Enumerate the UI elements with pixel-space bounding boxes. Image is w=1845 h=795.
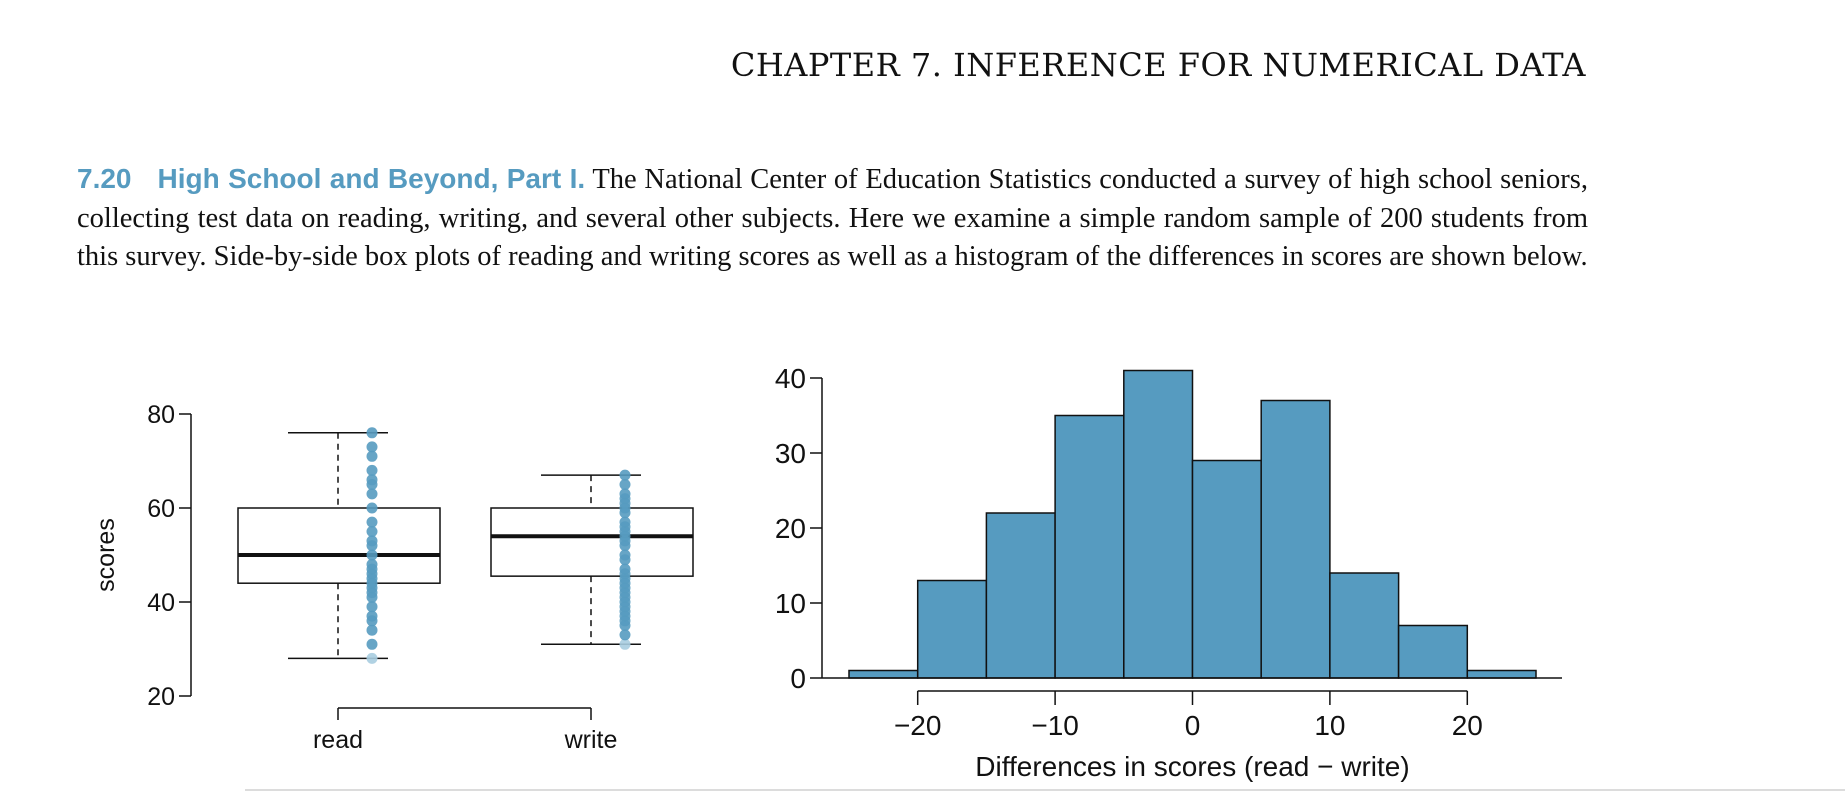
figure-svg — [0, 350, 1845, 790]
boxplot-write — [491, 470, 693, 650]
boxplot-x-tick-label: read — [312, 726, 364, 754]
histogram-bar — [849, 671, 918, 679]
boxplot-box — [238, 508, 440, 583]
boxplot-boxes — [238, 427, 693, 664]
boxplot-data-point — [620, 488, 631, 499]
histogram-bars — [849, 371, 1536, 679]
boxplot-data-point — [367, 639, 378, 650]
histogram-bar — [1124, 371, 1193, 679]
histogram-x-tick-label: −10 — [1031, 710, 1079, 741]
figure — [0, 350, 1845, 795]
histogram-x-tick-label: 10 — [1314, 710, 1346, 741]
histogram-x-axis-label: Differences in scores (read − write) — [975, 751, 1410, 782]
boxplot-data-point — [367, 503, 378, 514]
boxplot-x-tick-label: write — [564, 726, 618, 754]
boxplot-data-point — [367, 601, 378, 612]
histogram-x-tick-label: 20 — [1451, 710, 1483, 741]
histogram-y-tick-label: 10 — [774, 588, 806, 619]
boxplot-data-point — [620, 550, 631, 561]
boxplot-data-point — [367, 653, 378, 664]
boxplot-x-ticks — [313, 708, 617, 754]
problem-text: The National Center of Education Statistics conducted a survey of high school seniors, collecting test data on reading, writing, and several other subjects. Here we examine a simple random sample of 200 students from this survey. Side-by-side box plots of reading and writing scores as well as a histogram of the differences in scores are shown below. — [77, 164, 1588, 272]
boxplot-data-point — [620, 564, 631, 575]
histogram-y-tick-label: 30 — [774, 438, 806, 469]
boxplot-data-point — [367, 535, 378, 546]
boxplot-data-point — [620, 470, 631, 481]
histogram-x-tick-label: 0 — [1184, 710, 1201, 741]
boxplot-data-point — [367, 559, 378, 570]
boxplot-y-axis-label: scores — [92, 518, 120, 592]
histogram-y-tick-label: 20 — [774, 513, 806, 544]
boxplot-data-point — [367, 474, 378, 485]
histogram-y-tick-label: 0 — [790, 663, 806, 694]
problem-title: High School and Beyond, Part I. — [157, 163, 586, 194]
histogram-y-tick-label: 40 — [774, 363, 806, 394]
histogram-bar — [918, 581, 987, 679]
histogram-bar — [1399, 626, 1468, 679]
boxplot-data-point — [620, 517, 631, 528]
histogram-bar — [1193, 461, 1262, 679]
histogram-bar — [1330, 573, 1399, 678]
problem-paragraph — [77, 160, 1588, 277]
boxplot-data-point — [367, 441, 378, 452]
histogram-x-tick-label: −20 — [893, 710, 942, 741]
boxplot-data-point — [367, 625, 378, 636]
boxplot-y-tick-label: 40 — [147, 589, 175, 617]
boxplot-box — [491, 508, 693, 576]
boxplot-data-point — [620, 629, 631, 640]
boxplot-data-point — [367, 611, 378, 622]
boxplot-data-point — [367, 526, 378, 537]
boxplot-chart — [92, 401, 693, 754]
boxplot-data-point — [367, 517, 378, 528]
boxplot-data-point — [367, 427, 378, 438]
histogram-bar — [1467, 671, 1536, 679]
boxplot-data-point — [367, 550, 378, 561]
boxplot-y-tick-label: 80 — [147, 401, 175, 429]
boxplot-data-point — [367, 451, 378, 462]
boxplot-data-point — [620, 479, 631, 490]
histogram-bar — [1261, 401, 1330, 679]
boxplot-data-point — [620, 639, 631, 650]
histogram-y-ticks — [775, 363, 822, 694]
boxplot-data-point — [367, 488, 378, 499]
histogram-chart — [775, 363, 1562, 782]
boxplot-y-ticks — [147, 401, 191, 711]
boxplot-read — [238, 427, 440, 664]
page-bottom-rule — [245, 789, 1845, 791]
histogram-x-ticks — [894, 691, 1483, 741]
boxplot-y-tick-label: 20 — [147, 683, 175, 711]
boxplot-data-point — [367, 465, 378, 476]
problem-number: 7.20 — [77, 163, 132, 194]
histogram-bar — [986, 513, 1055, 678]
running-head: CHAPTER 7. INFERENCE FOR NUMERICAL DATA — [730, 46, 1586, 84]
boxplot-y-tick-label: 60 — [147, 495, 175, 523]
histogram-bar — [1055, 416, 1124, 679]
